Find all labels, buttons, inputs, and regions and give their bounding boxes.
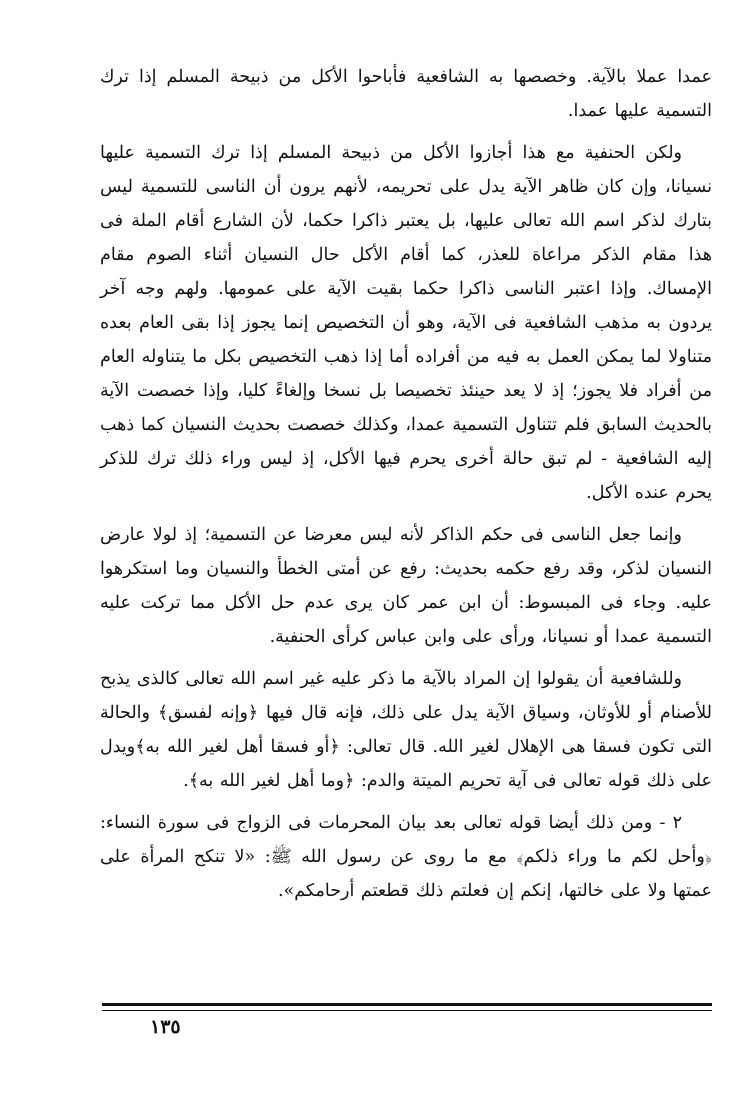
- paragraph-3: وإنما جعل الناسى فى حكم الذاكر لأنه ليس معرضا عن التسمية؛ إذ لولا عارض النسيان لذكر، وقد رفع حكمه بحديث: رفع عن أمتى الخطأ والنسيان وما استكرهوا عليه. وجاء فى المبسوط: أن ابن عمر كان يرى عدم حل الأكل مما تركت عليه التسمية عمدا أو نسيانا، ورأى على وابن عباس كرأى الحنفية.: [100, 525, 712, 647]
- page-body: [100, 60, 712, 908]
- paragraph-5: ٢ - ومن ذلك أيضا قوله تعالى بعد بيان المحرمات فى الزواج فى سورة النساء: ﴿وأحل لكم ما وراء ذلكم﴾ مع ما روى عن رسول الله ﷺ: «لا تنكح المرأة على عمتها ولا على خالتها، إنكم إن فعلتم ذلك قطعتم أرحامكم».: [100, 813, 712, 901]
- footer-rule-thin: [102, 1010, 712, 1011]
- footer-rule: [102, 1003, 712, 1006]
- paragraph-1: عمدا عملا بالآية. وخصصها به الشافعية فأباحوا الأكل من ذبيحة المسلم إذا ترك التسمية عليها عمدا.: [100, 67, 712, 121]
- paragraph-4: وللشافعية أن يقولوا إن المراد بالآية ما ذكر عليه غير اسم الله تعالى كالذى يذبح للأصنام أو للأوثان، وسياق الآية يدل على ذلك، فإنه قال فيها ﴿وإنه لفسق﴾ والحالة التى تكون فسقا هى الإهلال لغير الله. قال تعالى: ﴿أو فسقا أهل لغير الله به﴾ويدل على ذلك قوله تعالى فى آية تحريم الميتة والدم: ﴿وما أهل لغير الله به﴾.: [100, 669, 712, 791]
- paragraph-2: ولكن الحنفية مع هذا أجازوا الأكل من ذبيحة المسلم إذا ترك التسمية عليها نسيانا، وإن كان ظاهر الآية يدل على تحريمه، لأنهم يرون أن الناسى للتسمية ليس بتارك لذكر اسم الله تعالى عليها، بل يعتبر ذاكرا حكما، لأن الشارع أقام الملة فى هذا مقام الذكر مراعاة للعذر، كما أقام الأكل حال النسيان أثناء الصوم مقام الإمساك. وإذا اعتبر الناسى ذاكرا حكما بقيت الآية على عمومها. ولهم وجه آخر يردون به مذهب الشافعية فى الآية، وهو أن التخصيص إنما يجوز إذا بقى العام بعده متناولا لما يمكن العمل به فيه من أفراده أما إذا ذهب التخصيص بكل ما يتناوله العام من أفراد فلا يجوز؛ إذ لا يعد حينئذ تخصيصا بل نسخا وإلغاءً كليا، وإذا خصصت الآية بالحديث السابق فلم تتناول التسمية عمدا، وكذلك خصصت بحديث النسيان كما ذهب إليه الشافعية - لم تبق حالة أخرى يحرم فيها الأكل، إذ ليس وراء ذلك ترك للذكر يحرم عنده الأكل.: [100, 143, 712, 503]
- page-number: ١٣٥: [150, 1016, 181, 1038]
